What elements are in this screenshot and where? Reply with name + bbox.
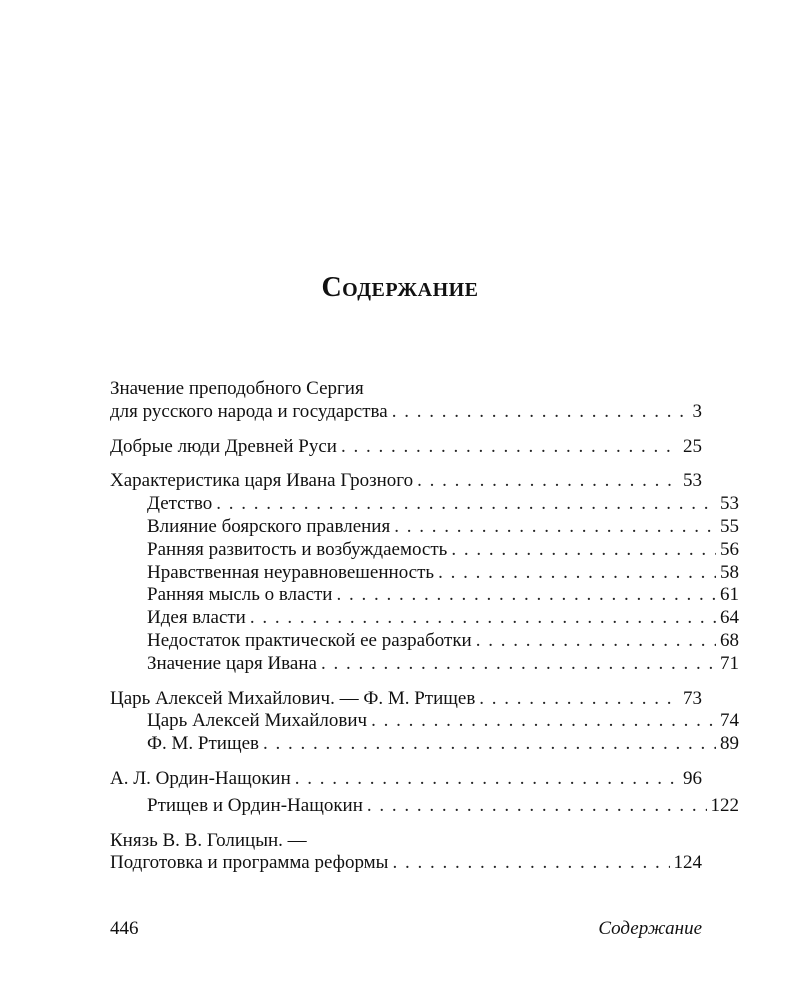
- toc-entry-page: 124: [670, 852, 703, 875]
- toc-entry-text: Подготовка и программа реформы: [110, 852, 392, 875]
- toc-subentry-text: Нравственная неуравновешенность: [147, 562, 438, 585]
- toc-subentry[interactable]: [110, 493, 739, 516]
- toc-subentry-text: Ранняя развитость и возбуждаемость: [147, 539, 451, 562]
- toc-entry-line1: Значение преподобного Сергия: [110, 378, 364, 399]
- toc-subentry[interactable]: [110, 516, 739, 539]
- toc-entry[interactable]: [110, 470, 702, 493]
- toc-subentry-page: 56: [716, 539, 739, 562]
- toc-subentry-page: 61: [716, 584, 739, 607]
- toc-subentry-text: Значение царя Ивана: [147, 653, 321, 676]
- toc-subentry-page: 74: [716, 710, 739, 733]
- toc-entry-line1: Князь В. В. Голицын. —: [110, 829, 307, 851]
- toc-subentry[interactable]: [110, 562, 739, 585]
- toc-subentry-page: 64: [716, 607, 739, 630]
- toc-subentry-text: Недостаток практической ее разработки: [147, 630, 476, 653]
- page-footer: [110, 918, 702, 940]
- toc-entry-page: 73: [679, 688, 702, 711]
- toc-subentry-text: Царь Алексей Михайлович: [147, 710, 371, 733]
- toc-subentry[interactable]: [110, 539, 739, 562]
- toc-subentry[interactable]: [110, 795, 739, 818]
- toc-entry-text: Царь Алексей Михайлович. — Ф. М. Ртищев: [110, 688, 479, 711]
- toc-entry-text: А. Л. Ордин-Нащокин: [110, 768, 295, 791]
- toc-subentry-page: 53: [716, 493, 739, 516]
- toc-subentry-text: Идея власти: [147, 607, 250, 630]
- toc-subentry-page: 55: [716, 516, 739, 539]
- toc-entry-text: для русского народа и государства: [110, 401, 392, 424]
- toc-subentry-text: Ф. М. Ртищев: [147, 733, 263, 756]
- toc-subentry-page: 68: [716, 630, 739, 653]
- toc-entry-page: 53: [679, 470, 702, 493]
- toc-entry-page: 96: [679, 768, 702, 791]
- toc-entry[interactable]: [110, 436, 702, 459]
- toc-entry-text: Характеристика царя Ивана Грозного: [110, 470, 417, 493]
- toc-subentry[interactable]: [110, 607, 739, 630]
- toc-subentry-page: 122: [707, 795, 740, 818]
- toc-subentry[interactable]: [110, 710, 739, 733]
- toc-entry[interactable]: [110, 852, 702, 875]
- toc-entry[interactable]: [110, 401, 702, 424]
- toc-subentry[interactable]: [110, 653, 739, 676]
- running-title: Содержание: [598, 918, 702, 939]
- toc-subentry-page: 71: [716, 653, 739, 676]
- toc-entry-text: Добрые люди Древней Руси: [110, 436, 341, 459]
- page-title: Содержание: [321, 272, 479, 303]
- toc-subentry[interactable]: [110, 584, 739, 607]
- toc-subentry-text: Ранняя мысль о власти: [147, 584, 336, 607]
- toc-subentry[interactable]: [110, 630, 739, 653]
- toc-entry[interactable]: [110, 688, 702, 711]
- page-number: 446: [110, 918, 139, 939]
- toc-subentry-page: 89: [716, 733, 739, 756]
- toc-entry-page: 25: [679, 436, 702, 459]
- table-of-contents: [110, 378, 739, 875]
- toc-subentry[interactable]: [110, 733, 739, 756]
- toc-subentry-page: 58: [716, 562, 739, 585]
- toc-subentry-text: Влияние боярского правления: [147, 516, 394, 539]
- toc-entry-page: 3: [689, 401, 703, 424]
- toc-subentry-text: Ртищев и Ордин-Нащокин: [147, 795, 367, 818]
- toc-entry[interactable]: [110, 768, 702, 791]
- toc-subentry-text: Детство: [147, 493, 216, 516]
